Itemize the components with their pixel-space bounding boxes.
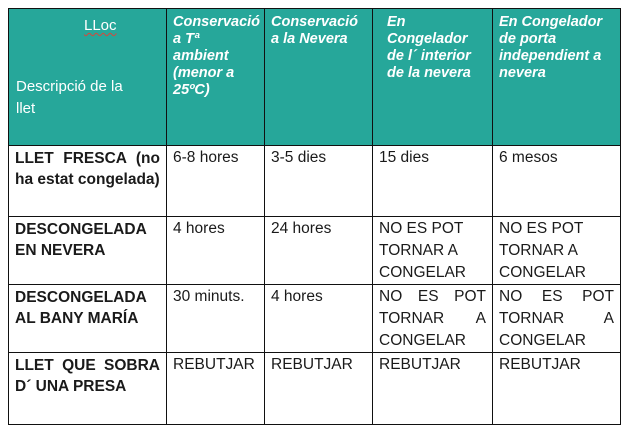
table-row [9, 353, 621, 425]
header-room-temp [167, 9, 265, 146]
cell-text: 24 hores [271, 220, 332, 237]
cell-text: REBUTJAR [379, 356, 461, 373]
cell-text: 3-5 dies [271, 149, 327, 166]
table-cell [265, 285, 373, 353]
header-freezer-separate-text: En Congelador de porta independient a nevera [499, 14, 603, 81]
milk-storage-table [8, 8, 621, 425]
row-label-thawed-fridge-text: DESCONGELADA EN NEVERA [15, 221, 147, 259]
cell-text: 4 hores [173, 220, 225, 237]
header-corner-cell [9, 9, 167, 146]
table-row [9, 146, 621, 217]
table-cell [265, 217, 373, 285]
row-label-thawed-fridge [9, 217, 167, 285]
header-freezer-internal [373, 9, 493, 146]
cell-text: NO ES POT TORNAR A CONGELAR [499, 220, 586, 281]
header-room-temp-text: Conservació a Tª ambient (menor a 25ºC) [173, 14, 261, 98]
table-cell [373, 146, 493, 217]
cell-text: NO ES POT TORNAR A CONGELAR [379, 220, 466, 281]
row-label-leftover [9, 353, 167, 425]
cell-text: NO ES POT TORNAR A CONGELAR [499, 288, 614, 349]
cell-text: REBUTJAR [499, 356, 581, 373]
cell-text: 6 mesos [499, 149, 558, 166]
table-cell [265, 353, 373, 425]
table-row [9, 217, 621, 285]
cell-text: REBUTJAR [271, 356, 353, 373]
cell-text: REBUTJAR [173, 356, 255, 373]
table-cell [373, 353, 493, 425]
table-row [9, 285, 621, 353]
table-cell [167, 353, 265, 425]
row-label-fresh [9, 146, 167, 217]
cell-text: 30 minuts. [173, 288, 245, 305]
table-cell [265, 146, 373, 217]
table-cell [167, 285, 265, 353]
row-label-water-bath [9, 285, 167, 353]
table-cell [493, 285, 621, 353]
header-row [9, 9, 621, 146]
row-label-leftover-text: LLET QUE SOBRA D´ UNA PRESA [15, 357, 160, 395]
table-cell [167, 146, 265, 217]
table-cell [493, 146, 621, 217]
cell-text: 6-8 hores [173, 149, 239, 166]
table-cell [493, 353, 621, 425]
table-cell [167, 217, 265, 285]
header-freezer-separate [493, 9, 621, 146]
cell-text: 15 dies [379, 149, 429, 166]
table-cell [373, 217, 493, 285]
table-cell [373, 285, 493, 353]
location-label: LLoc [84, 17, 117, 34]
header-freezer-internal-text: En Congelador de l´ interior de la nevera [387, 14, 471, 81]
milk-description-label: Descripció de la llet [16, 78, 123, 117]
cell-text: 4 hores [271, 288, 323, 305]
cell-text: NO ES POT TORNAR A CONGELAR [379, 288, 486, 349]
row-label-fresh-text: LLET FRESCA (no ha estat congelada) [15, 150, 160, 188]
row-label-water-bath-text: DESCONGELADA AL BANY MARÍA [15, 289, 147, 327]
table-cell [493, 217, 621, 285]
header-fridge-text: Conservació a la Nevera [271, 14, 359, 47]
header-fridge [265, 9, 373, 146]
